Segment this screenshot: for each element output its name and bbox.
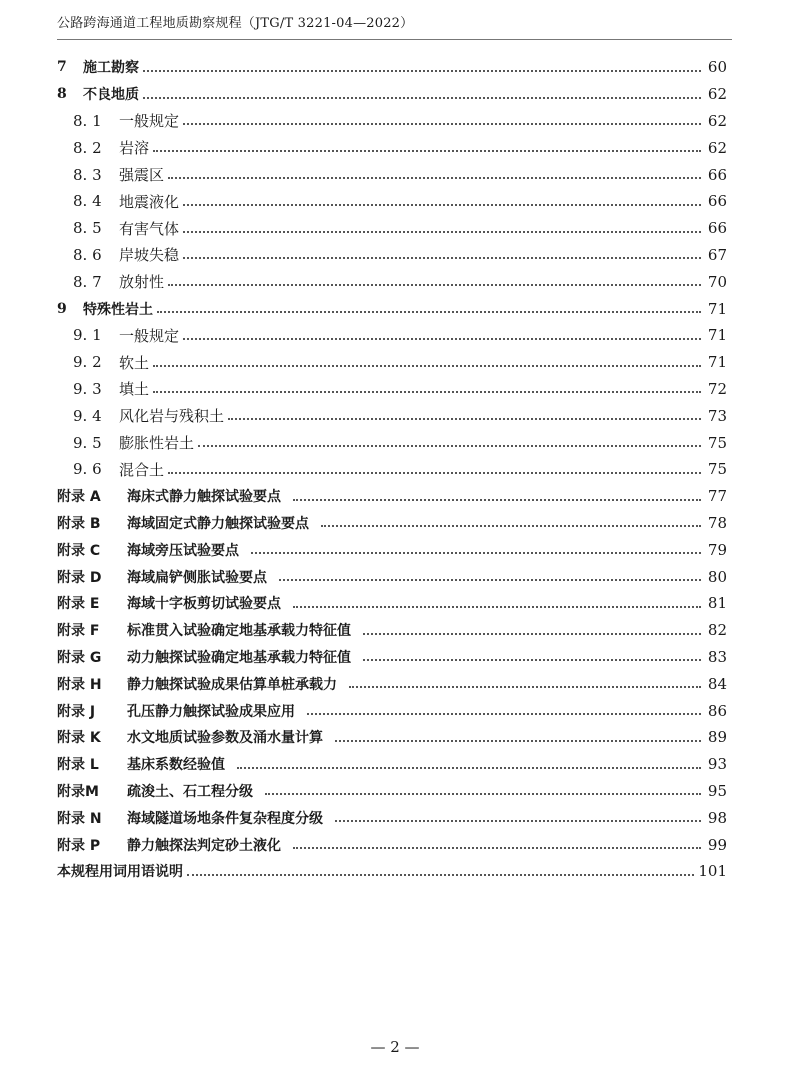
dot-leader [153,364,701,367]
toc-entry-appendix[interactable] [57,644,727,671]
dot-leader [153,390,701,393]
toc-entry-page: 73 [707,406,727,425]
toc-entry-section[interactable] [57,349,727,376]
toc-entry-number: 9. 5 [73,433,102,452]
toc-entry-page: 72 [707,379,727,398]
toc-entry-page: 99 [707,835,727,854]
toc-entry-page: 67 [707,245,727,264]
toc-entry-number: 附录 P [57,837,101,854]
toc-entry-number: 7 [57,59,67,76]
dot-leader [335,819,701,822]
dot-leader [198,444,701,447]
header-divider [57,39,732,40]
toc-entry-section[interactable] [57,108,727,135]
toc-entry-number: 附录 G [57,649,102,666]
toc-entry-appendix[interactable] [57,617,727,644]
toc-entry-title: 海域隧道场地条件复杂程度分级 [127,810,323,827]
toc-entry-page: 75 [707,460,727,479]
dot-leader [293,605,701,608]
toc-entry-title: 海域扁铲侧胀试验要点 [127,569,267,586]
toc-entry-title: 本规程用词用语说明 [57,864,183,881]
toc-entry-title: 一般规定 [119,326,180,345]
toc-entry-title: 动力触探试验确定地基承载力特征值 [127,649,351,666]
toc-entry-section[interactable] [57,188,727,215]
toc-entry-page: 60 [707,58,727,77]
dot-leader [363,632,701,635]
toc-entry-title: 岩溶 [119,139,150,158]
toc-entry-chapter[interactable] [57,858,727,885]
toc-entry-page: 75 [707,433,727,452]
toc-entry-title: 海床式静力触探试验要点 [127,489,281,506]
toc-entry-number: 9. 4 [73,406,102,425]
dot-leader [157,310,701,313]
dot-leader [307,712,701,715]
toc-entry-title: 标准贯入试验确定地基承载力特征值 [127,623,351,640]
toc-entry-number: 附录 J [57,703,96,720]
toc-entry-title: 地震液化 [119,192,180,211]
toc-entry-appendix[interactable] [57,590,727,617]
toc-entry-page: 89 [707,728,727,747]
dot-leader [228,417,701,420]
toc-entry-page: 66 [707,219,727,238]
toc-entry-number: 附录 L [57,757,99,774]
toc-entry-number: 附录M [57,783,99,800]
toc-entry-section[interactable] [57,242,727,269]
toc-entry-title: 施工勘察 [83,60,139,77]
toc-entry-title: 静力触探法判定砂土液化 [127,837,281,854]
toc-entry-page: 82 [707,621,727,640]
toc-entry-page: 86 [707,701,727,720]
toc-entry-section[interactable] [57,268,727,295]
dot-leader [168,176,701,179]
toc-entry-appendix[interactable] [57,751,727,778]
toc-entry-chapter[interactable] [57,295,727,322]
dot-leader [279,578,701,581]
toc-entry-page: 66 [707,165,727,184]
toc-entry-title: 岸坡失稳 [119,246,180,265]
toc-entry-appendix[interactable] [57,536,727,563]
toc-entry-title: 孔压静力触探试验成果应用 [127,703,295,720]
toc-entry-number: 附录 F [57,623,100,640]
toc-entry-page: 70 [707,272,727,291]
dot-leader [168,283,701,286]
toc-entry-appendix[interactable] [57,778,727,805]
dot-leader [187,873,694,876]
dot-leader [168,471,701,474]
toc-entry-number: 8. 5 [73,219,102,238]
toc-entry-section[interactable] [57,376,727,403]
toc-entry-number: 9. 6 [73,460,102,479]
toc-entry-page: 71 [707,299,727,318]
toc-entry-chapter[interactable] [57,81,727,108]
toc-entry-number: 附录 C [57,542,101,559]
toc-entry-section[interactable] [57,456,727,483]
toc-entry-section[interactable] [57,322,727,349]
toc-entry-page: 93 [707,755,727,774]
toc-entry-title: 海域固定式静力触探试验要点 [127,515,309,532]
toc-entry-appendix[interactable] [57,483,727,510]
toc-entry-page: 66 [707,192,727,211]
toc-entry-title: 混合土 [119,460,165,479]
toc-entry-number: 8. 1 [73,111,102,130]
page-number: — 2 — [370,1038,420,1056]
toc-entry-title: 填土 [119,380,150,399]
dot-leader [153,149,701,152]
toc-entry-page: 77 [707,487,727,506]
toc-entry-title: 一般规定 [119,112,180,131]
toc-entry-section[interactable] [57,134,727,161]
toc-entry-title: 基床系数经验值 [127,757,225,774]
toc-entry-page: 84 [707,674,727,693]
toc-entry-number: 8. 2 [73,138,102,157]
dot-leader [183,230,701,233]
toc-entry-number: 附录 D [57,569,102,586]
toc-entry-appendix[interactable] [57,724,727,751]
toc-entry-section[interactable] [57,429,727,456]
toc-entry-page: 62 [707,85,727,104]
toc-entry-title: 海域十字板剪切试验要点 [127,596,281,613]
toc-entry-page: 80 [707,567,727,586]
toc-entry-appendix[interactable] [57,563,727,590]
toc-entry-title: 不良地质 [83,87,139,104]
dot-leader [265,792,701,795]
dot-leader [237,766,701,769]
toc-entry-page: 71 [707,326,727,345]
toc-entry-number: 8. 7 [73,272,102,291]
toc-entry-number: 8. 4 [73,192,102,211]
toc-entry-number: 附录 H [57,676,102,693]
toc-entry-title: 有害气体 [119,219,180,238]
toc-entry-appendix[interactable] [57,804,727,831]
toc-entry-title: 软土 [119,353,150,372]
toc-entry-chapter[interactable] [57,54,727,81]
dot-leader [183,256,701,259]
toc-entry-page: 81 [707,594,727,613]
toc-entry-number: 8. 3 [73,165,102,184]
toc-entry-page: 83 [707,647,727,666]
toc-entry-number: 附录 E [57,596,100,613]
toc-entry-title: 特殊性岩土 [83,301,153,318]
toc-entry-number: 附录 K [57,730,101,747]
dot-leader [183,337,701,340]
dot-leader [183,203,701,206]
toc-entry-number: 9. 1 [73,326,102,345]
toc-entry-page: 62 [707,111,727,130]
dot-leader [321,524,701,527]
toc-entry-number: 附录 B [57,515,101,532]
toc-entry-number: 8 [57,86,67,103]
toc-entry-appendix[interactable] [57,670,727,697]
toc-entry-page: 79 [707,540,727,559]
toc-entry-number: 附录 A [57,489,101,506]
dot-leader [363,658,701,661]
toc-entry-page: 101 [698,862,727,881]
toc-entry-title: 放射性 [119,273,165,292]
dot-leader [143,96,701,99]
dot-leader [251,551,701,554]
toc-entry-appendix[interactable] [57,510,727,537]
toc-entry-number: 9 [57,300,67,317]
toc-entry-title: 海域旁压试验要点 [127,542,239,559]
dot-leader [143,69,701,72]
dot-leader [293,498,701,501]
table-of-contents [57,54,727,885]
dot-leader [293,846,701,849]
toc-entry-title: 疏浚土、石工程分级 [127,783,253,800]
dot-leader [335,739,701,742]
toc-entry-appendix[interactable] [57,831,727,858]
toc-entry-page: 71 [707,353,727,372]
toc-entry-title: 强震区 [119,166,165,185]
toc-entry-title: 静力触探试验成果估算单桩承载力 [127,676,337,693]
dot-leader [349,685,701,688]
toc-entry-title: 风化岩与残积土 [119,407,225,426]
toc-entry-appendix[interactable] [57,697,727,724]
toc-entry-section[interactable] [57,402,727,429]
running-header: 公路跨海通道工程地质勘察规程（JTG/T 3221-04—2022） [57,16,414,31]
toc-entry-number: 9. 3 [73,379,102,398]
toc-entry-page: 62 [707,138,727,157]
dot-leader [183,122,701,125]
toc-entry-number: 9. 2 [73,353,102,372]
toc-entry-number: 8. 6 [73,245,102,264]
toc-entry-page: 95 [707,781,727,800]
toc-entry-title: 膨胀性岩土 [119,434,195,453]
toc-entry-section[interactable] [57,215,727,242]
toc-entry-number: 附录 N [57,810,102,827]
toc-entry-page: 98 [707,808,727,827]
toc-entry-title: 水文地质试验参数及涌水量计算 [127,730,323,747]
toc-entry-section[interactable] [57,161,727,188]
toc-entry-page: 78 [707,513,727,532]
